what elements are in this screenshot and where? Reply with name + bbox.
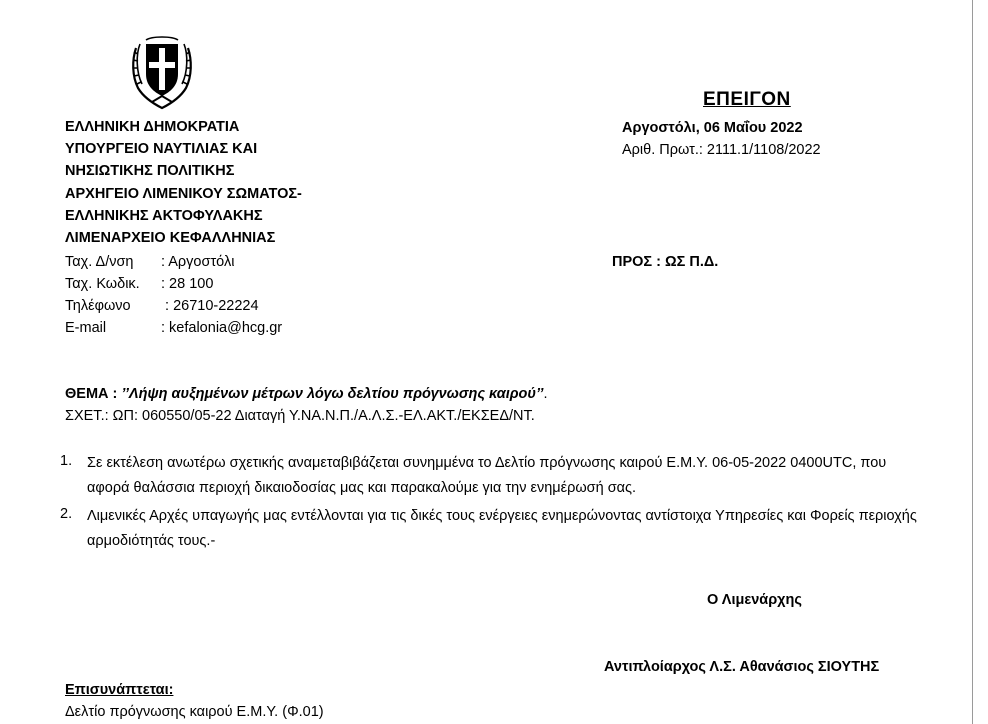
protocol-number: Αριθ. Πρωτ.: 2111.1/1108/2022 [622, 142, 821, 158]
list-text: Σε εκτέλεση ανωτέρω σχετικής αναμεταβιβάζεται συνημμένα το Δελτίο πρόγνωσης καιρού Ε.Μ.Υ. 06-05-2022 0400UTC, που αφορά θαλάσσια περιοχή δικαιοδοσίας μας και παρακαλούμε για την ενημέρωσή σας. [87, 455, 887, 496]
list-number: 1. [60, 453, 73, 469]
contact-label: E-mail [65, 320, 107, 336]
attachments-heading: Επισυνάπτεται: [65, 682, 174, 698]
contact-label: Ταχ. Κωδικ. [65, 276, 140, 292]
sender-line: ΕΛΛΗΝΙΚΗ ΔΗΜΟΚΡΑΤΙΑ [65, 119, 240, 135]
sender-block [65, 116, 302, 249]
sender-line: ΝΗΣΙΩΤΙΚΗΣ ΠΟΛΙΤΙΚΗΣ [65, 163, 235, 180]
sender-line: ΛΙΜΕΝΑΡΧΕΙΟ ΚΕΦΑΛΛΗΝΙΑΣ [65, 230, 276, 247]
signature-name: Αντιπλοίαρχος Λ.Σ. Αθανάσιος ΣΙΟΥΤΗΣ [604, 659, 880, 675]
list-item [0, 504, 972, 564]
contact-row [65, 295, 282, 317]
contact-value: : 26710-22224 [161, 298, 259, 314]
list-item [0, 451, 972, 511]
sender-line: ΥΠΟΥΡΓΕΙΟ ΝΑΥΤΙΛΙΑΣ ΚΑΙ [65, 141, 258, 158]
contact-label: Ταχ. Δ/νση [65, 254, 134, 270]
reference-line: ΣΧΕΤ.: ΩΠ: 060550/05-22 Διαταγή Υ.ΝΑ.Ν.Π./Α.Λ.Σ.-ΕΛ.ΑΚΤ./ΕΚΣΕΔ/ΝΤ. [65, 408, 535, 424]
subject-prefix: ΘΕΜΑ : [65, 386, 122, 402]
attachment-item: Δελτίο πρόγνωσης καιρού Ε.Μ.Υ. (Φ.01) [65, 704, 324, 720]
subject-text: ’’Λήψη αυξημένων μέτρων λόγω δελτίου πρόγνωσης καιρού’’ [121, 386, 544, 402]
sender-line: ΕΛΛΗΝΙΚΗΣ ΑΚΤΟΦΥΛΑΚΗΣ [65, 207, 263, 224]
page-edge [972, 0, 973, 724]
greek-coat-of-arms-icon [126, 30, 198, 112]
list-text: Λιμενικές Αρχές υπαγωγής μας εντέλλονται για τις δικές τους ενέργειες ενημερώνοντας αντίστοιχα Υπηρεσίες και Φορείς περιοχής αρμοδιότητάς τους.- [87, 508, 917, 549]
signature-role: Ο Λιμενάρχης [707, 592, 802, 608]
contact-block [65, 251, 282, 339]
contact-value: : 28 100 [161, 276, 214, 292]
list-number: 2. [60, 506, 73, 522]
contact-value: : kefalonia@hcg.gr [161, 320, 283, 336]
subject-suffix: . [543, 386, 548, 402]
recipient: ΠΡΟΣ : ΩΣ Π.Δ. [612, 254, 719, 270]
contact-row [65, 251, 282, 273]
contact-label: Τηλέφωνο [65, 298, 131, 314]
contact-row [65, 317, 282, 339]
subject-line [65, 383, 548, 405]
urgent-label: ΕΠΕΙΓΟΝ [703, 89, 791, 110]
place-date: Αργοστόλι, 06 Μαΐου 2022 [622, 120, 803, 136]
contact-value: : Αργοστόλι [161, 254, 235, 270]
contact-row [65, 273, 282, 295]
sender-line: ΑΡΧΗΓΕΙΟ ΛΙΜΕΝΙΚΟΥ ΣΩΜΑΤΟΣ- [65, 185, 302, 202]
